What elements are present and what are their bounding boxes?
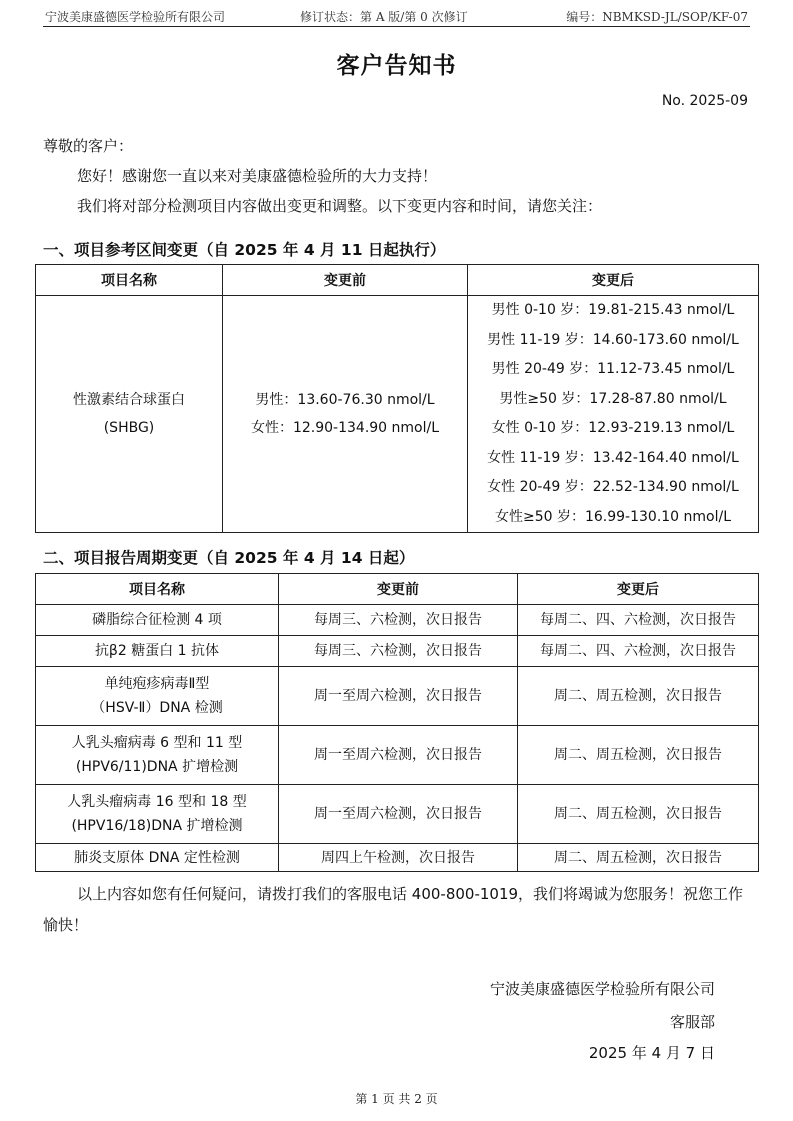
item-name-cell bbox=[36, 844, 279, 872]
after-cell: 每周二、四、六检测，次日报告 bbox=[518, 636, 759, 667]
table-row bbox=[36, 726, 759, 785]
item-name-line: 肺炎支原体 DNA 定性检测 bbox=[74, 849, 240, 866]
column-header: 项目名称 bbox=[36, 265, 223, 296]
after-line: 男性 11-19 岁：14.60-173.60 nmol/L bbox=[487, 331, 739, 348]
table-row bbox=[36, 605, 759, 636]
table-header-row bbox=[36, 574, 759, 605]
after-line: 女性 0-10 岁：12.93-219.13 nmol/L bbox=[491, 420, 735, 436]
header-company: 宁波美康盛德医学检验所有限公司 bbox=[45, 10, 226, 24]
item-name-line: 抗β2 糖蛋白 1 抗体 bbox=[94, 643, 220, 659]
after-cell: 周二、周五检测，次日报告 bbox=[518, 785, 759, 844]
signature-department: 客服部 bbox=[669, 1013, 715, 1031]
column-header: 变更前 bbox=[223, 265, 468, 296]
after-line: 男性≥50 岁：17.28-87.80 nmol/L bbox=[499, 390, 727, 407]
column-header: 变更后 bbox=[468, 265, 759, 296]
before-cell: 周一至周六检测，次日报告 bbox=[279, 667, 518, 726]
header-code: 编号：NBMKSD-JL/SOP/KF-07 bbox=[566, 10, 748, 24]
table-row bbox=[36, 844, 759, 872]
item-name-line: （HSV-Ⅱ）DNA 检测 bbox=[91, 700, 223, 716]
item-name-cell bbox=[36, 636, 279, 667]
paragraph-notice: 我们将对部分检测项目内容做出变更和调整。以下变更内容和时间，请您关注： bbox=[77, 197, 603, 215]
column-header: 变更后 bbox=[518, 574, 759, 605]
before-cell: 周一至周六检测，次日报告 bbox=[279, 785, 518, 844]
item-name-cell bbox=[36, 605, 279, 636]
signature-date: 2025 年 4 月 7 日 bbox=[588, 1044, 715, 1062]
item-name-line: (HPV6/11)DNA 扩增检测 bbox=[75, 759, 239, 775]
after-cell: 周二、周五检测，次日报告 bbox=[518, 667, 759, 726]
reference-range-table bbox=[35, 264, 759, 533]
closing-paragraph: 以上内容如您有任何疑问，请拨打我们的客服电话 400-800-1019，我们将竭诚为您服务！祝您工作愉快！ bbox=[43, 885, 744, 934]
page-footer: 第 1 页 共 2 页 bbox=[355, 1092, 438, 1106]
after-cell bbox=[468, 296, 759, 533]
after-cell: 每周二、四、六检测，次日报告 bbox=[518, 605, 759, 636]
table-row bbox=[36, 667, 759, 726]
column-header: 变更前 bbox=[279, 574, 518, 605]
item-name-line: (HPV16/18)DNA 扩增检测 bbox=[71, 818, 243, 834]
before-cell: 周四上午检测，次日报告 bbox=[279, 844, 518, 872]
table-row bbox=[36, 296, 759, 533]
section2-heading: 二、项目报告周期变更（自 2025 年 4 月 14 日起） bbox=[43, 549, 415, 567]
paragraph-thanks: 您好！感谢您一直以来对美康盛德检验所的大力支持！ bbox=[77, 167, 438, 185]
item-name-line: 单纯疱疹病毒Ⅱ型 bbox=[104, 676, 210, 692]
document-number: No. 2025-09 bbox=[661, 93, 748, 109]
after-line: 女性 20-49 岁：22.52-134.90 nmol/L bbox=[487, 479, 739, 495]
item-name-cell bbox=[36, 726, 279, 785]
item-name-line: 人乳头瘤病毒 6 型和 11 型 bbox=[71, 735, 243, 751]
before-line: 男性：13.60-76.30 nmol/L bbox=[255, 392, 435, 408]
document-title: 客户告知书 bbox=[336, 53, 457, 79]
item-name-line: 人乳头瘤病毒 16 型和 18 型 bbox=[67, 794, 247, 810]
greeting: 尊敬的客户： bbox=[43, 137, 134, 155]
before-cell: 每周三、六检测，次日报告 bbox=[279, 605, 518, 636]
table-row bbox=[36, 636, 759, 667]
item-name-cell bbox=[36, 667, 279, 726]
report-cycle-table bbox=[35, 573, 759, 872]
item-name-cell bbox=[36, 296, 223, 533]
signature-company: 宁波美康盛德医学检验所有限公司 bbox=[489, 980, 715, 998]
after-line: 女性≥50 岁：16.99-130.10 nmol/L bbox=[494, 508, 732, 525]
item-name-line: (SHBG) bbox=[103, 420, 155, 436]
page-header bbox=[43, 4, 750, 27]
before-cell bbox=[223, 296, 468, 533]
item-name-line: 性激素结合球蛋白 bbox=[73, 392, 185, 408]
after-line: 男性 20-49 岁：11.12-73.45 nmol/L bbox=[491, 361, 735, 377]
column-header: 项目名称 bbox=[36, 574, 279, 605]
before-line: 女性：12.90-134.90 nmol/L bbox=[250, 420, 440, 436]
after-cell: 周二、周五检测，次日报告 bbox=[518, 844, 759, 872]
after-cell: 周二、周五检测，次日报告 bbox=[518, 726, 759, 785]
table-row bbox=[36, 785, 759, 844]
item-name-cell bbox=[36, 785, 279, 844]
after-line: 男性 0-10 岁：19.81-215.43 nmol/L bbox=[491, 302, 735, 318]
table-header-row bbox=[36, 265, 759, 296]
header-revision: 修订状态：第 A 版/第 0 次修订 bbox=[300, 10, 468, 24]
item-name-line: 磷脂综合征检测 4 项 bbox=[92, 612, 222, 628]
section1-heading: 一、项目参考区间变更（自 2025 年 4 月 11 日起执行） bbox=[43, 241, 446, 259]
after-line: 女性 11-19 岁：13.42-164.40 nmol/L bbox=[487, 449, 739, 466]
before-cell: 周一至周六检测，次日报告 bbox=[279, 726, 518, 785]
before-cell: 每周三、六检测，次日报告 bbox=[279, 636, 518, 667]
